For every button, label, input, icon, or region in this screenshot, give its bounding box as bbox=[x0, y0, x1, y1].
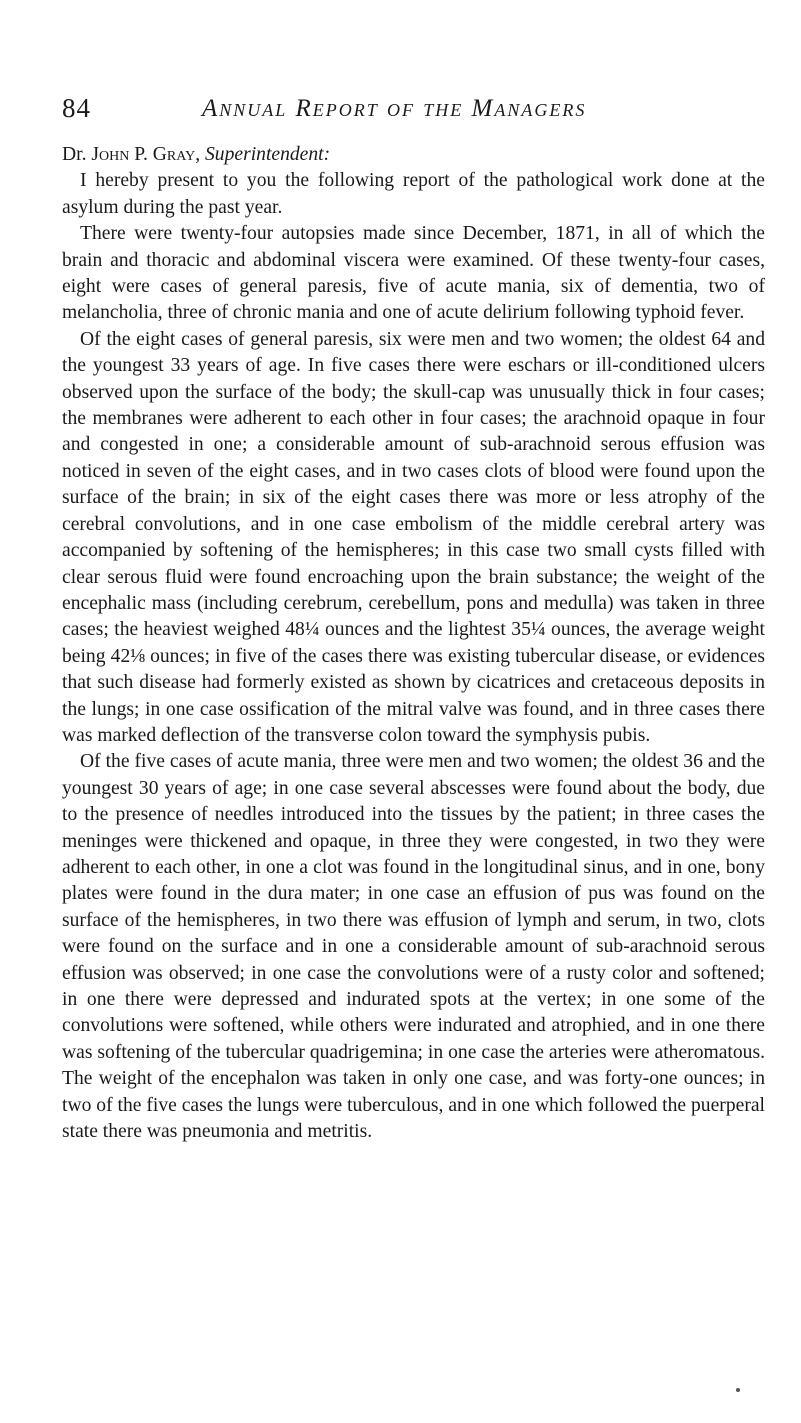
running-head bbox=[62, 93, 762, 133]
paragraph-general-paresis-text: Of the eight cases of general paresis, six were men and two women; the oldest 64 and the youngest 33 years of age. In five cases there were eschars or ill-conditioned ulcers observed upon the surface of the body; the skull-cap was unusually thick in four cases; the membranes were adherent to each other in four cases; the arachnoid opaque in four and congested in one; a considerable amount of sub-arachnoid serous effusion was noticed in seven of the eight cases, and in two cases clots of blood were found upon the surface of the brain; in six of the eight cases there was more or less atrophy of the cerebral convolutions, and in one case embolism of the middle cerebral artery was accompanied by softening of the hemispheres; in this case two small cysts filled with clear serous fluid were found encroaching upon the brain substance; the weight of the encephalic mass (including cerebrum, cerebellum, pons and medulla) was taken in three cases; the heaviest weighed 48¼ ounces and the lightest 35¼ ounces, the average weight being 42⅛ ounces; in five of the cases there was existing tubercular disease, or evidences that such disease had formerly existed as shown by cicatrices and cretaceous deposits in the lungs; in one case ossification of the mitral valve was found, and in three cases there was marked deflection of the transverse colon toward the symphysis pubis. bbox=[62, 328, 765, 746]
paragraph-intro-text: I hereby present to you the following report of the pathological work done at the asylum during the past year. bbox=[62, 170, 765, 218]
report-body bbox=[62, 142, 765, 1145]
paragraph-acute-mania bbox=[62, 749, 765, 1145]
page-number: 84 bbox=[62, 93, 91, 123]
salutation-prefix: Dr. bbox=[62, 144, 92, 165]
addressee-title: Superintendent: bbox=[205, 144, 331, 165]
paragraph-autopsies-text: There were twenty-four autopsies made since December, 1871, in all of which the brain and thoracic and abdominal viscera were examined. Of these twenty-four cases, eight were cases of general paresis, five of acute mania, six of dementia, two of melancholia, three of chronic mania and one of acute delirium following typhoid fever. bbox=[62, 223, 765, 324]
print-speck bbox=[736, 1388, 740, 1392]
addressee-name: John P. Gray bbox=[91, 144, 196, 165]
salutation-separator: , bbox=[195, 144, 205, 165]
running-title: Annual Report of the Managers bbox=[202, 95, 587, 122]
paragraph-intro bbox=[62, 168, 765, 221]
paragraph-autopsies bbox=[62, 221, 765, 327]
salutation bbox=[62, 142, 765, 168]
paragraph-general-paresis bbox=[62, 327, 765, 750]
paragraph-acute-mania-text: Of the five cases of acute mania, three were men and two women; the oldest 36 and the youngest 30 years of age; in one case several abscesses were found about the body, due to the presence of needles introduced into the tissues by the patient; in three cases the meninges were thickened and opaque, in three they were congested, in two they were adherent to each other, in one a clot was found in the longitudinal sinus, and in one, bony plates were found in the dura mater; in one case an effusion of pus was found on the surface of the hemispheres, in two there was effusion of lymph and serum, in two, clots were found on the surface and in one a considerable amount of sub-arachnoid serous effusion was observed; in one case the convolutions were of a rusty color and softened; in one there were depressed and indurated spots at the vertex; in one some of the convolutions were softened, while others were indurated and atrophied, and in one there was softening of the tubercular quadrigemina; in one case the arteries were atheromatous. The weight of the encephalon was taken in only one case, and was forty-one ounces; in two of the five cases the lungs were tuberculous, and in one which followed the puerperal state there was pneumonia and metritis. bbox=[62, 751, 765, 1143]
